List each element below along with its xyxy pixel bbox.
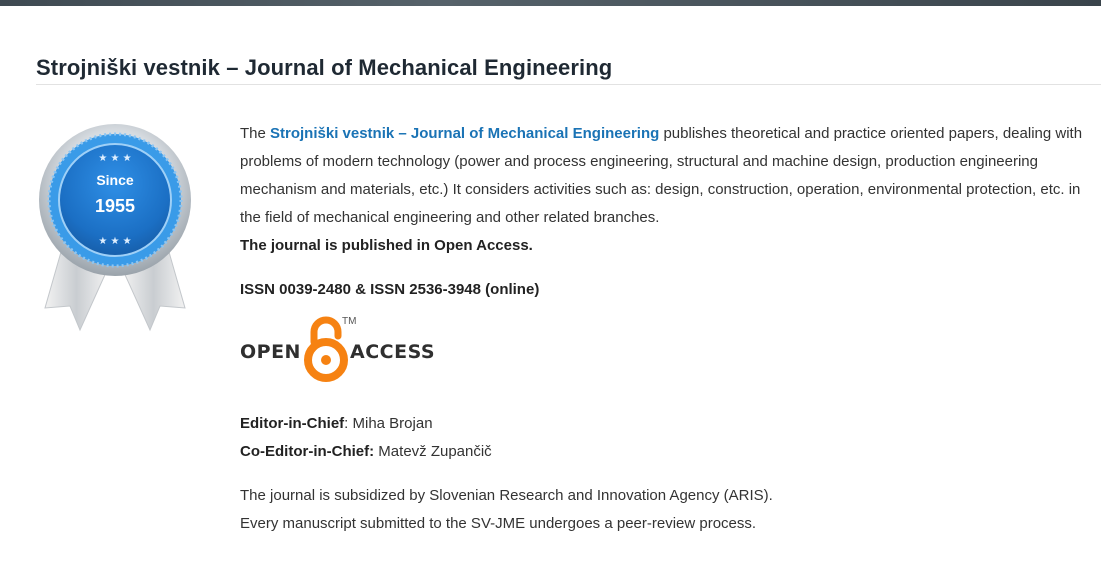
svg-text:★ ★ ★: ★ ★ ★ [98,236,132,247]
intro-paragraph [240,120,1090,232]
open-access-word-open: OPEN [240,341,301,363]
since-badge-icon [30,118,200,333]
badge-year-text: 1955 [94,196,136,216]
open-access-logo [240,314,440,386]
intro-body: publishes theoretical and practice oriented papers, dealing with problems of modern technology (power and process engineering, structural and machine design, production engineering mechanism and materials, etc.) It considers activities such as: design, construction, operation, environmental protection, etc. in the field of mechanical engineering and other related branches. [240,125,1083,226]
issn-text: ISSN 0039-2480 & ISSN 2536-3948 (online) [240,281,540,298]
top-banner-strip [0,0,1101,6]
editor-in-chief-label: Editor-in-Chief [240,415,345,432]
svg-text:★ ★ ★: ★ ★ ★ [98,153,132,164]
title-divider [36,84,1101,85]
journal-description [240,120,1090,538]
trademark-text: TM [342,316,357,327]
intro-prefix: The [240,125,271,142]
editor-in-chief-line [240,410,1090,438]
editor-in-chief-name: : Miha Brojan [344,415,433,432]
badge-since-text: Since [96,172,134,188]
journal-name-link[interactable]: Strojniški vestnik – Journal of Mechanical Engineering [270,125,660,142]
co-editor-in-chief-label: Co-Editor-in-Chief: [240,443,375,460]
open-access-word-access: ACCESS [350,341,436,363]
page-title: Strojniški vestnik – Journal of Mechanical Engineering [36,54,613,80]
open-access-lock-icon [308,320,344,378]
subsidy-note: The journal is subsidized by Slovenian Research and Innovation Agency (ARIS). [240,487,773,504]
peer-review-note: Every manuscript submitted to the SV-JME undergoes a peer-review process. [240,515,757,532]
co-editor-in-chief-name: Matevž Zupančič [374,443,492,460]
co-editor-in-chief-line [240,438,1090,466]
open-access-note: The journal is published in Open Access. [240,237,533,254]
